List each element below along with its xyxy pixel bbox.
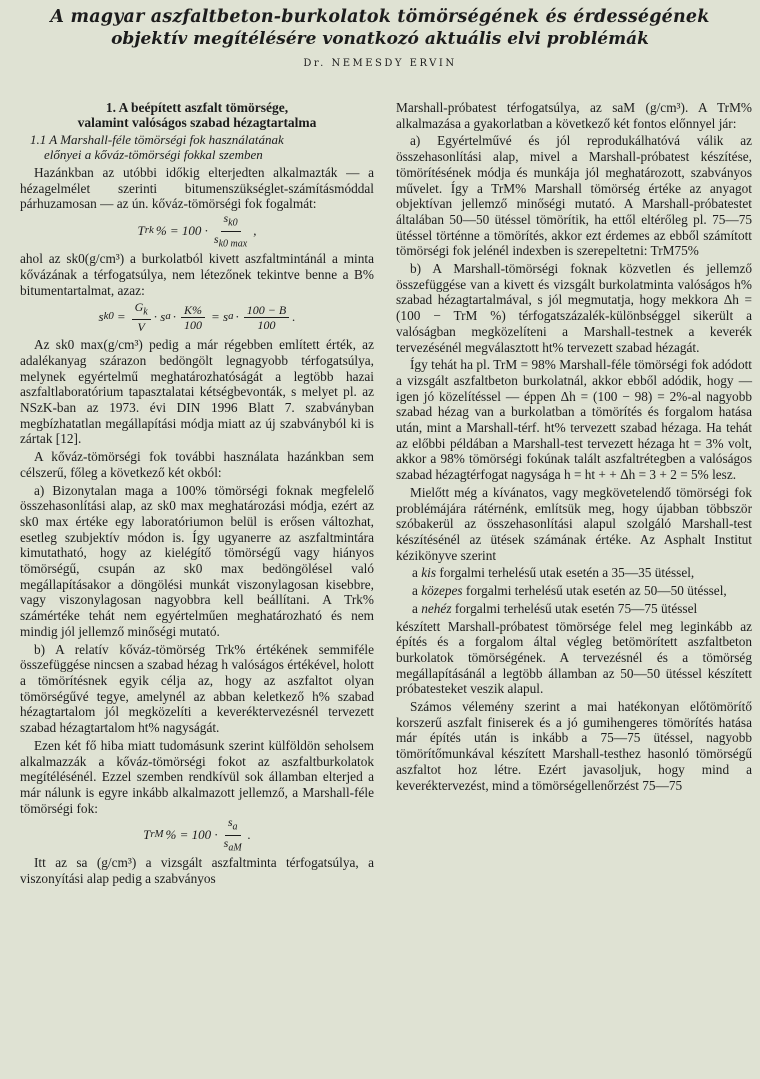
list-item xyxy=(412,583,752,599)
formula-subscript: rk xyxy=(144,224,154,237)
formula-kovaz-tomorseg xyxy=(20,211,374,249)
subsection-heading xyxy=(30,132,374,162)
formula-subscript: k0 xyxy=(228,217,238,229)
list-item-emphasis: nehéz xyxy=(421,600,452,616)
paragraph: Az sk0 max(g/cm³) pedig a már régebben említett érték, az adalékanyag szárazon bedöngölt legnagyobb térfogatsúlya, melynek egyértelmű meghatározhatóságát a legtöbb hazai aszfaltlaboratórium tapasztalatai kétségbevonták, s melyet pl. az NSzK-ban az 1973. évi DIN 1996 Blatt 7. szabványban megbízhatatlan megállapítási módja miatt az új szabványból ki is zártak [12]. xyxy=(20,337,374,447)
formula-text: % = 100 · xyxy=(165,827,218,843)
paragraph: készített Marshall-próbatest tömörsége felel meg leginkább az építés és a forgalom által végleg betömörített aszfaltbeton burkolatok tömörségének. A tervezésnél és a tömörség megállapításánál a legtöbb államban az 50—50 ütéssel készített próbatesteket veszik alapul. xyxy=(396,618,752,697)
left-column xyxy=(20,100,374,889)
fraction-numerator: 100 − B xyxy=(244,303,289,318)
formula-fraction xyxy=(181,303,205,332)
formula-text: . xyxy=(247,827,251,843)
paragraph: ahol az sk0(g/cm³) a burkolatból kivett aszfaltmintánál a minta kővázának a térfogatsúlya, nem létezőnek tekintve benne a B% bitumentartalmat, azaz: xyxy=(20,251,374,298)
formula-subscript: a xyxy=(232,821,238,833)
paragraph: Mielőtt még a kívánatos, vagy megkövetelendő tömörségi fok problémájára rátérnénk, említsük meg, hogy újabban többször szóbakerül az összehasonlítási alapul szolgáló Marshall-test készítésénél az ütések számának értéke. Az Asphalt Institut kézikönyve szerint xyxy=(396,484,752,563)
fraction-denominator: 100 xyxy=(257,317,276,332)
paragraph: Itt az sa (g/cm³) a vizsgált aszfaltminta térfogatsúlya, a viszonyítási alap pedig a szabványos xyxy=(20,855,374,887)
fraction-denominator: s xyxy=(223,835,229,850)
formula-subscript: aM xyxy=(228,842,242,854)
fraction-denominator: 100 xyxy=(183,317,202,332)
paragraph: Marshall-próbatest térfogatsúlya, az saM (g/cm³). A TrM% alkalmazása a gyakorlatban a következő két fontos előnnyel jár: xyxy=(396,100,752,131)
fraction-numerator: G xyxy=(134,300,144,315)
formula-text: . xyxy=(292,309,296,325)
list-item xyxy=(412,601,752,617)
paragraph: Így tehát ha pl. TrM = 98% Marshall-féle tömörségi fok adódott a vizsgált aszfaltbeton burkolatnál, akkor ebből adódik, hogy — igen jó közelítéssel — éppen Δh = (100 − 98) = 2%-al nagyobb szabad hézag van a burkolatban a tömörítés és forgalom hatása után, mint a Marshall-térf. ht% tervezett szabad hézaga. Ha tehát az előbbi példában a Marshall-test tervezett hézaga ht = 3% volt, akkor a 98% tömörségi fokúnak talált aszfaltrétegben a valóságos szabad hézagtérfogat nagysága h = ht + + Δh = 3 + 2 = 5% lesz. xyxy=(396,357,752,483)
list-item-lead: a xyxy=(412,600,422,616)
fraction-denominator: V xyxy=(137,320,145,335)
formula-subscript: k xyxy=(143,306,148,318)
list-item-emphasis: kis xyxy=(421,565,437,581)
formula-subscript: a xyxy=(228,310,234,323)
section-heading-line-1: 1. A beépített aszfalt tömörsége, xyxy=(105,100,289,115)
section-heading-line-2: valamint valóságos szabad hézagtartalma xyxy=(77,115,317,130)
subsection-heading-line-2: előnyei a kőváz-tömörségi fokkal szemben xyxy=(44,147,263,162)
article-title xyxy=(0,6,760,50)
formula-marshall-tomorseg xyxy=(20,815,374,854)
paragraph: A kőváz-tömörségi fok további használata hazánkban sem célszerű, főleg a következő két okból: xyxy=(20,449,374,480)
list-item xyxy=(412,565,752,581)
paragraph: Hazánkban az utóbbi időkig elterjedten alkalmazták — a hézagelmélet szerinti bitumenszükséglet-számításmóddal párhuzamosan — az ún. kőváz-tömörségi fok fogalmát: xyxy=(20,165,374,212)
formula-sk0 xyxy=(20,300,374,334)
formula-text: = s xyxy=(210,309,229,325)
title-line-1: A magyar aszfaltbeton-burkolatok tömörségének és érdességének xyxy=(50,7,710,27)
formula-text: · xyxy=(235,309,239,325)
list-item-text: forgalmi terhelésű utak esetén az 50—50 ütéssel, xyxy=(462,583,727,599)
formula-subscript: rM xyxy=(150,828,164,841)
formula-subscript: k0 xyxy=(103,310,114,323)
author: Dr. NEMESDY ERVIN xyxy=(303,58,457,69)
formula-fraction xyxy=(244,303,289,332)
list-item-text: forgalmi terhelésű utak esetén a 35—35 ütéssel, xyxy=(436,565,695,581)
formula-subscript: k0 max xyxy=(218,238,248,249)
paragraph: b) A Marshall-tömörségi foknak közvetlen és jellemző összefüggése van a kivett és vizsgált burkolatminta valóságos h% szabad hézagtartalmával, s jól megmutatja, hogy mekkora Δh = (100 − TrM %) térfogatszázalék-különbséggel sikerült a valóságban megközelíteni a Marshall-testnek a keverék tervezésénél megválasztott ht% tervezett szabad hézagát. xyxy=(396,261,752,355)
list-item-emphasis: közepes xyxy=(421,583,463,599)
fraction-numerator: s xyxy=(223,211,229,226)
formula-text: · xyxy=(172,309,176,325)
formula-symbol: T xyxy=(137,223,145,239)
formula-fraction xyxy=(132,300,151,334)
fraction-denominator: s xyxy=(213,231,219,246)
formula-symbol: s xyxy=(98,309,104,325)
subsection-heading-line-1: 1.1 A Marshall-féle tömörségi fok használatának xyxy=(30,132,284,147)
fraction-numerator: s xyxy=(227,815,233,830)
paragraph: Számos vélemény szerint a mai hatékonyan előtömörítő korszerű aszfalt finiserek és a jó gumihengeres tömörítés hatása már építés után is inkább a 75—75 ütéssel, nagyobb tömörítőmunkával készített Marshall-testhez hasonló tömörségű aszfaltot hoz létre. Ezért javasoljuk, hogy mind a keveréktervezést, mind a tömörségellenőrzést 75—75 xyxy=(396,699,752,793)
list-item-text: forgalmi terhelésű utak esetén 75—75 ütéssel xyxy=(451,600,698,616)
formula-text: % = 100 · xyxy=(155,223,208,239)
section-heading xyxy=(20,100,374,130)
formula-fraction xyxy=(211,211,250,251)
paragraph: a) Egyértelművé és jól reprodukálhatóvá válik az összehasonlítási alap, mivel a Marshall-próbatest készítése, tömörítésének módja és munkája jól meghatározott, szabványos művelet. Így a TrM% Marshall tömörség értéke az anyagot objektívan jellemző minőségi mutató. A Marshall-próbatestet általában 50—50 ütéssel tömörítik, ha ettől eltérőleg pl. 75—75 ütéssel történne a tömörítés, akkor ezt érdemes az ebből számított tömörségi fok jelénél indexben is szerepeltetni: TrM75% xyxy=(396,133,752,259)
paragraph: a) Bizonytalan maga a 100% tömörségi foknak megfelelő összehasonlítási alap, az sk0 max meghatározási módja, ezért az sk0 max értéke egy laboratóriumon belül is erősen változhat, esetleg szubjektív módon is. Így ugyanerre az aszfaltmintára kimutatható, hogy az kielégítő tömörségű vagy hiányos tömörségű, csupán az sk0 max bedöngölésel való megállapításakor a döngölési munkát viszonylagosan kisebbre, vagy viszonylagosan nagyobbra kell beállítani. A Trk% számértéke tehát nem egyértelműen meghatározható és nem mindig jól jellemző minőségi mutató. xyxy=(20,482,374,639)
fraction-numerator: K% xyxy=(181,303,205,318)
list-item-lead: a xyxy=(412,565,422,581)
formula-fraction xyxy=(221,815,245,855)
formula-symbol: T xyxy=(143,827,151,843)
formula-text: , xyxy=(253,223,257,239)
formula-text: · s xyxy=(153,309,166,325)
formula-text: = xyxy=(116,309,126,325)
formula-subscript: a xyxy=(165,310,171,323)
paragraph: Ezen két fő hiba miatt tudomásunk szerint külföldön seholsem alkalmazzák a kőváz-tömörségi fokot az aszfaltburkolatok megítélésénél. Ezzel szemben rendkívül sok államban elterjed a már nálunk is egyre inkább alkalmazott jellemző, a Marshall-féle tömörségi fok: xyxy=(20,737,374,816)
right-column xyxy=(396,100,752,795)
paragraph: b) A relatív kőváz-tömörség Trk% értékének semmiféle összefüggése nincsen a szabad hézag h valóságos értékével, holott a tömörítésnek egyik célja az, hogy az aszfaltot olyan tömörségűvé tegye, amelynél az abban keletkező h% szabad hézagtartalom jól megközelíti a keveréktervezésnél tervezett szabad hézagtartalom ht% nagyságát. xyxy=(20,641,374,736)
list-item-lead: a xyxy=(412,583,422,599)
title-line-2: objektív megítélésére vonatkozó aktuális elvi problémák xyxy=(111,29,649,49)
